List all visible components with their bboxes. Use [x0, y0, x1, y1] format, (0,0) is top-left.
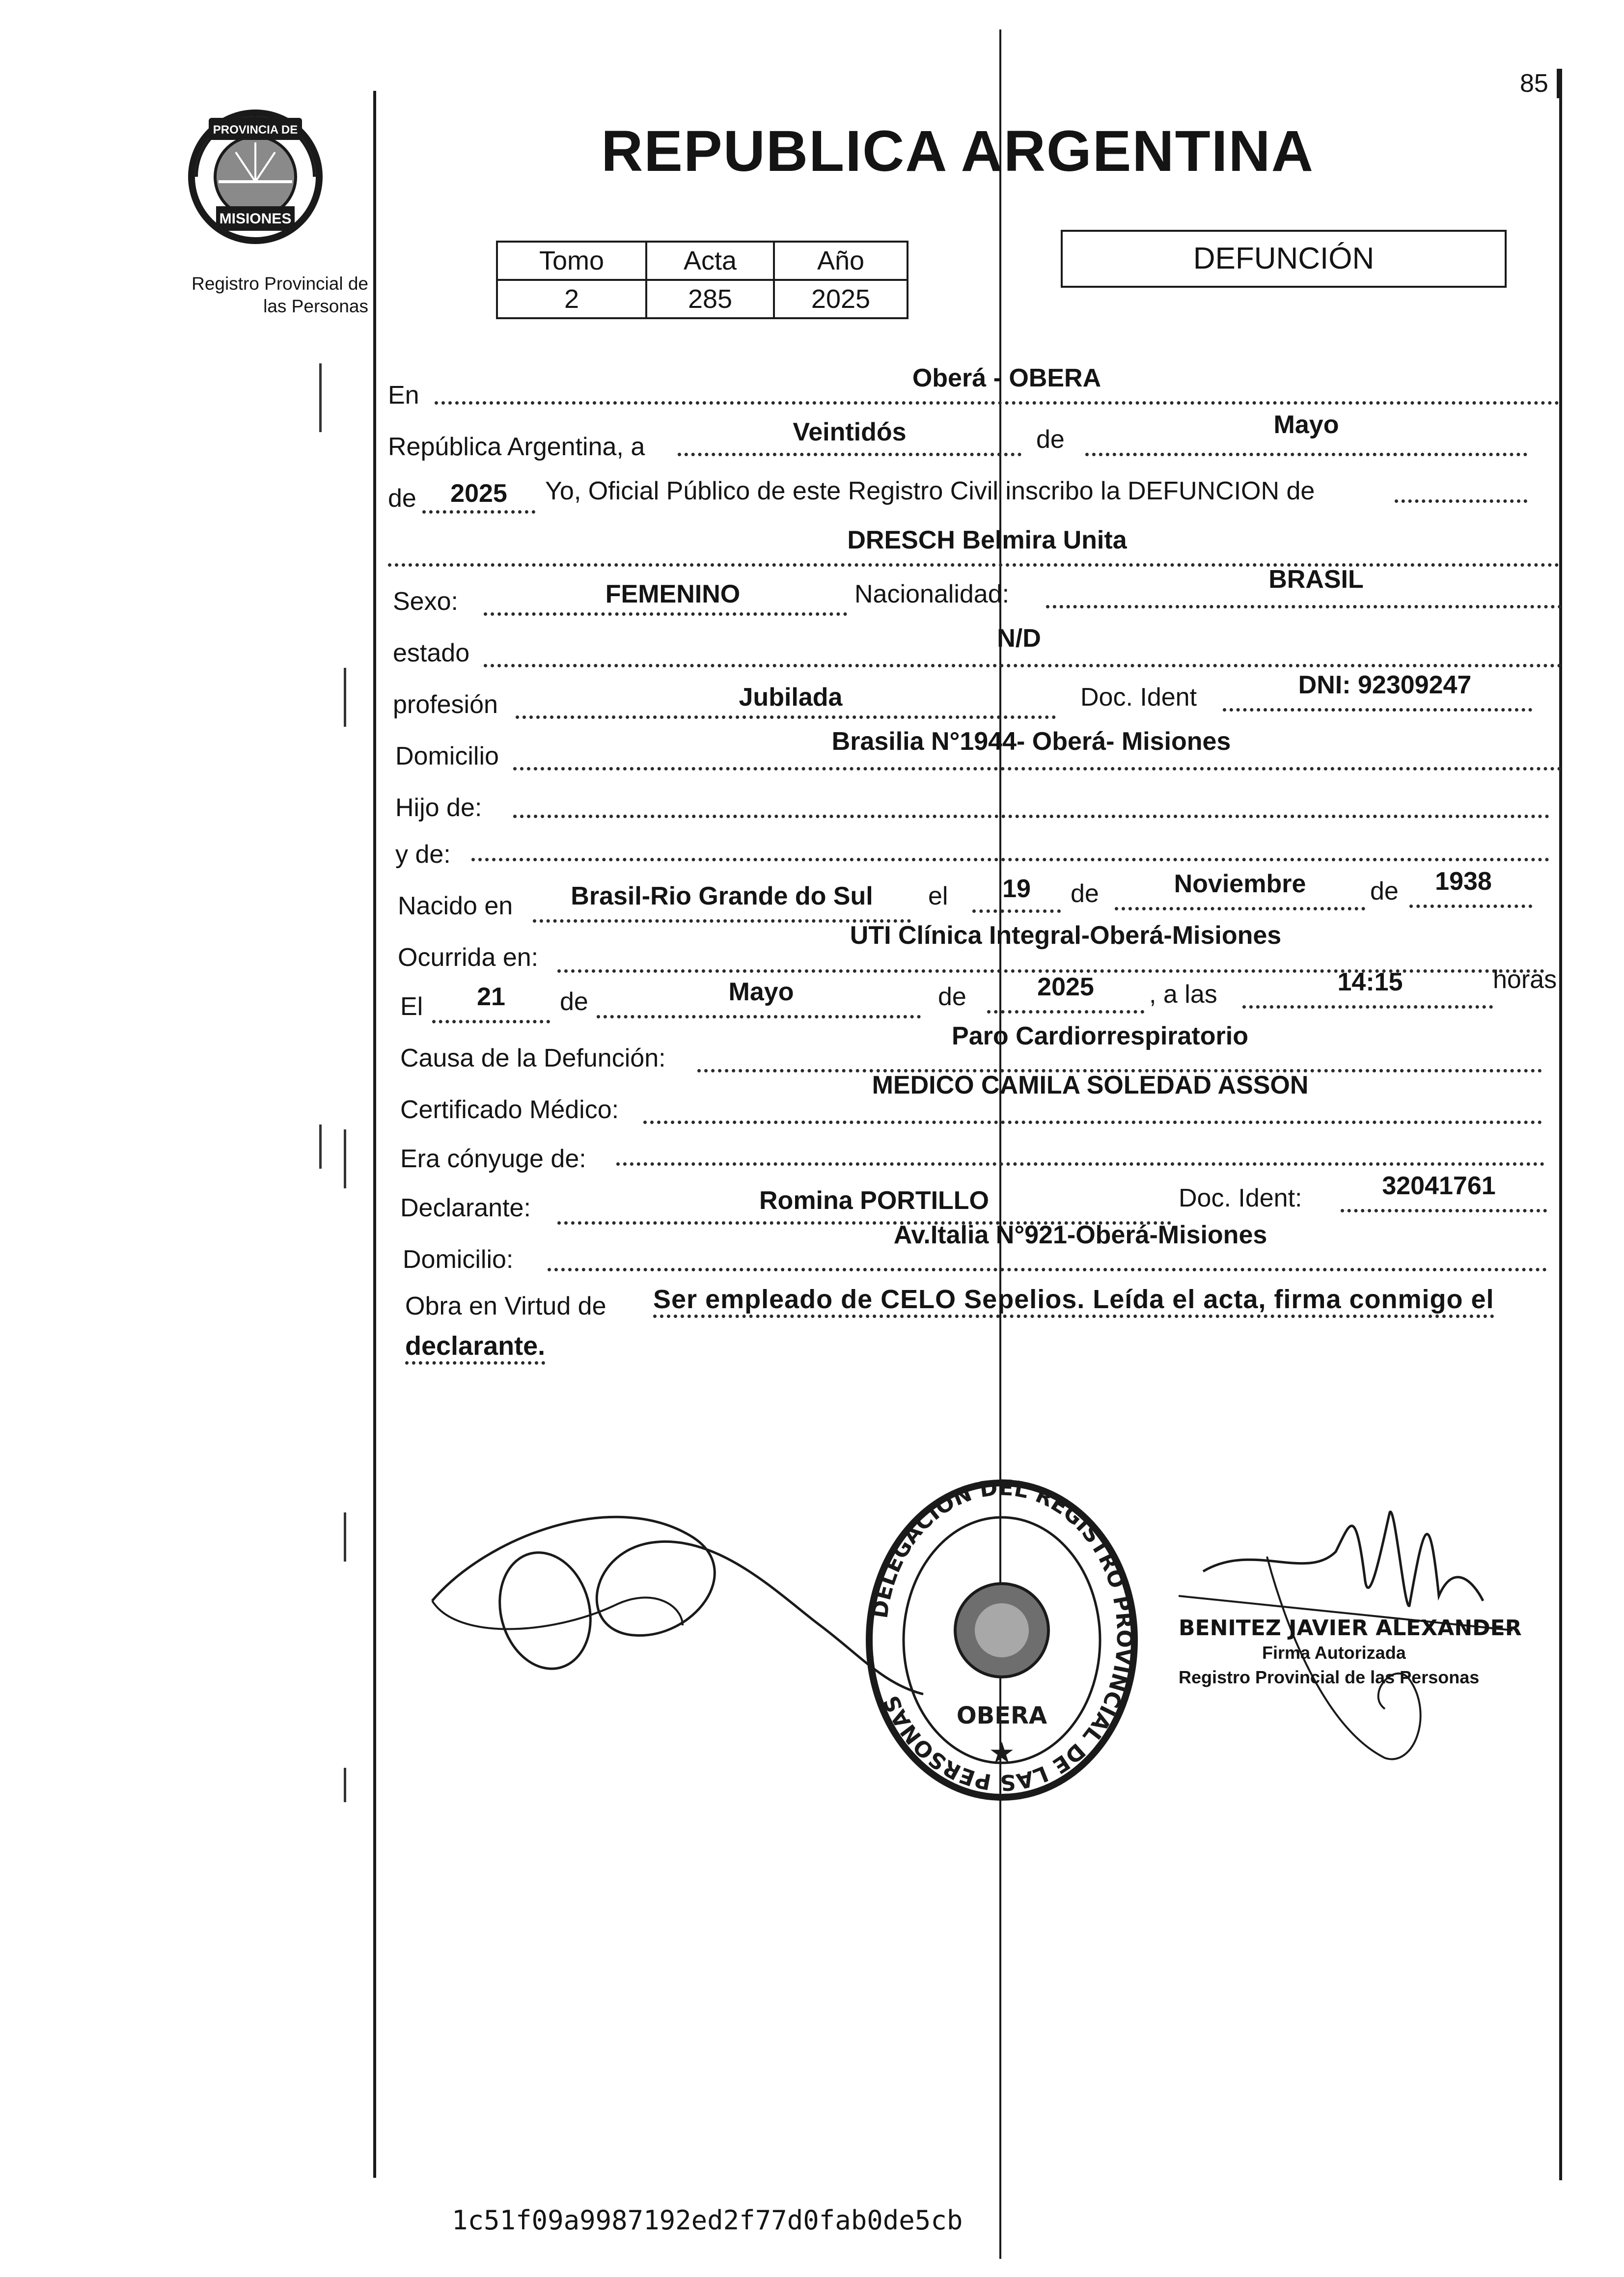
label-doc-ident: Doc. Ident	[1080, 683, 1197, 712]
record-header-row	[497, 242, 908, 280]
label-certificado: Certificado Médico:	[400, 1096, 619, 1124]
row-certificado	[0, 1071, 1624, 1136]
dotted-line	[513, 766, 1562, 770]
province-crest-logo	[182, 103, 329, 250]
label-profesion: profesión	[393, 690, 498, 719]
value-causa: Paro Cardiorrespiratorio	[952, 1022, 1248, 1050]
dotted-line	[1046, 604, 1562, 608]
value-death-year: 2025	[1037, 973, 1094, 1001]
value-day-words: Veintidós	[793, 418, 907, 446]
text-official-statement: Yo, Oficial Público de este Registro Civil inscribo la DEFUNCION de	[545, 477, 1315, 505]
label-nacido-en: Nacido en	[398, 892, 513, 920]
dotted-line	[1395, 498, 1527, 503]
label-de: de	[388, 484, 416, 513]
label-domicilio: Domicilio:	[403, 1245, 514, 1274]
record-value-anio: 2025	[774, 280, 908, 318]
dotted-line	[422, 509, 535, 514]
row-domicilio	[0, 727, 1624, 783]
margin-mark	[344, 1512, 346, 1562]
label-hijo-de: Hijo de:	[395, 794, 482, 822]
label-horas: horas	[1493, 965, 1557, 994]
dotted-line	[1242, 1004, 1493, 1009]
stamp-city: OBERA	[956, 1702, 1047, 1729]
dotted-line	[471, 857, 1549, 861]
page-title: REPUBLICA ARGENTINA	[601, 119, 1314, 184]
dotted-line	[678, 452, 1021, 456]
label-estado: estado	[393, 639, 470, 667]
value-place: Oberá - OBERA	[912, 364, 1101, 392]
dotted-line	[987, 1009, 1144, 1014]
label-obra-en-virtud: Obra en Virtud de	[405, 1292, 606, 1320]
label-de: de	[1071, 879, 1099, 908]
label-doc-ident: Doc. Ident:	[1179, 1184, 1302, 1212]
value-declarante-doc: 32041761	[1382, 1172, 1496, 1200]
label-de: de	[938, 983, 966, 1011]
row-year	[0, 474, 1624, 525]
value-birth-day: 19	[1002, 875, 1031, 903]
dotted-line	[972, 908, 1061, 913]
dotted-line	[548, 1267, 1547, 1271]
label-causa: Causa de la Defunción:	[400, 1044, 666, 1072]
record-value-acta: 285	[646, 280, 774, 318]
value-deceased-name: DRESCH Belmira Unita	[847, 526, 1127, 554]
label-declarante: Declarante:	[400, 1194, 531, 1222]
record-table	[496, 241, 908, 319]
dotted-line	[516, 714, 1056, 719]
row-hijo-de	[0, 783, 1624, 834]
label-de: de	[1036, 425, 1065, 454]
page-number-tick	[1557, 69, 1559, 98]
label-nacionalidad: Nacionalidad:	[854, 580, 1010, 608]
value-declarante: Romina PORTILLO	[759, 1186, 989, 1215]
dotted-line	[1409, 904, 1532, 908]
dotted-line	[484, 663, 1562, 667]
registry-caption-line1: Registro Provincial de	[192, 274, 368, 294]
value-month: Mayo	[1273, 411, 1339, 439]
value-nacionalidad: BRASIL	[1268, 565, 1364, 594]
row-republica	[0, 411, 1624, 473]
value-domicilio: Brasilia N°1944- Oberá- Misiones	[831, 727, 1231, 756]
dotted-line	[435, 400, 1559, 405]
dotted-line	[1085, 452, 1527, 456]
value-domicilio-declarante: Av.Italia N°921-Oberá-Misiones	[893, 1221, 1267, 1249]
label-de: de	[1370, 877, 1399, 905]
value-dni: DNI: 92309247	[1298, 671, 1472, 699]
label-el: el	[928, 882, 948, 910]
document-type-box: DEFUNCIÓN	[1061, 230, 1507, 288]
crest-text-top: PROVINCIA DE	[213, 123, 298, 137]
row-declarante	[0, 1172, 1624, 1237]
label-conyuge: Era cónyuge de:	[400, 1145, 586, 1173]
label-y-de: y de:	[395, 840, 451, 869]
record-header-tomo: Tomo	[497, 242, 646, 280]
document-hash: 1c51f09a9987192ed2f77d0fab0de5cb	[452, 2205, 963, 2236]
value-obra-motivo-cont: declarante.	[405, 1331, 545, 1365]
record-header-acta: Acta	[646, 242, 774, 280]
dotted-line	[432, 1019, 550, 1023]
star-icon: ★	[989, 1736, 1015, 1769]
value-obra-motivo: Ser empleado de CELO Sepelios. Leída el acta, firma conmigo el	[653, 1284, 1494, 1318]
value-profesion: Jubilada	[739, 683, 843, 712]
dotted-line	[643, 1120, 1542, 1124]
stamp-ring-text: DELEGACION DEL REGISTRO PROVINCIAL DE LAS PERSONAS	[867, 1475, 1137, 1795]
label-a-las: , a las	[1149, 980, 1217, 1009]
value-death-day: 21	[477, 983, 505, 1011]
crest-text-bottom: MISIONES	[219, 211, 292, 227]
dotted-line	[616, 1161, 1544, 1166]
value-death-month: Mayo	[728, 978, 794, 1006]
official-stamp	[854, 1473, 1149, 1807]
official-registry: Registro Provincial de las Personas	[1179, 1667, 1480, 1687]
declarant-signature	[427, 1478, 928, 1753]
margin-mark	[344, 1768, 346, 1802]
record-value-row	[497, 280, 908, 318]
value-death-place: UTI Clínica Integral-Oberá-Misiones	[850, 921, 1282, 950]
record-header-anio: Año	[774, 242, 908, 280]
official-role: Firma Autorizada	[1262, 1643, 1406, 1663]
value-certificado: MEDICO CAMILA SOLEDAD ASSON	[872, 1071, 1309, 1099]
dotted-line	[513, 814, 1549, 818]
row-domicilio-declarante	[0, 1221, 1624, 1289]
value-estado: N/D	[997, 624, 1041, 653]
row-sexo	[0, 565, 1624, 628]
page-number: 85	[1520, 69, 1548, 98]
label-sexo: Sexo:	[393, 587, 458, 616]
row-obra	[0, 1284, 1624, 1382]
row-causa	[0, 1022, 1624, 1085]
official-name: BENITEZ JAVIER ALEXANDER	[1179, 1616, 1522, 1641]
value-sexo: FEMENINO	[605, 580, 741, 608]
label-domicilio: Domicilio	[395, 742, 499, 770]
label-ocurrida-en: Ocurrida en:	[398, 943, 539, 972]
value-death-time: 14:15	[1337, 968, 1403, 996]
registry-caption	[162, 273, 368, 318]
row-fecha	[0, 965, 1624, 1033]
value-birth-year: 1938	[1435, 867, 1492, 896]
value-birth-month: Noviembre	[1174, 870, 1306, 898]
dotted-line	[1223, 707, 1532, 712]
label-de: de	[560, 988, 588, 1016]
value-year: 2025	[450, 479, 507, 508]
record-value-tomo: 2	[497, 280, 646, 318]
dotted-line	[484, 611, 847, 616]
registry-caption-line2: las Personas	[263, 296, 368, 316]
value-birth-place: Brasil-Rio Grande do Sul	[571, 882, 873, 910]
label-el: El	[400, 992, 423, 1021]
label-republica: República Argentina, a	[388, 433, 645, 461]
row-profesion	[0, 671, 1624, 731]
dotted-line	[597, 1014, 921, 1018]
label-en: En	[388, 381, 419, 410]
dotted-line	[1115, 906, 1365, 910]
dotted-line	[1341, 1208, 1547, 1212]
